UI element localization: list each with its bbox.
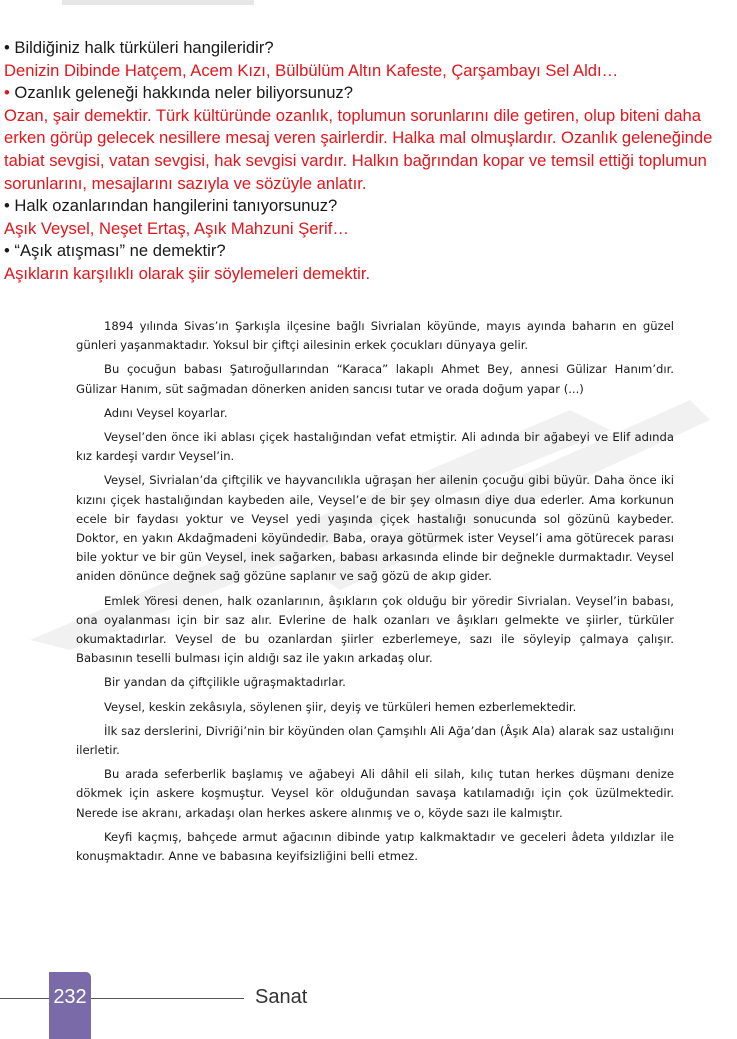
article-paragraph: Bir yandan da çiftçilikle uğraşmaktadırlar. <box>104 675 346 690</box>
question-4: • “Aşık atışması” ne demektir? <box>4 241 226 261</box>
bullet-icon: • <box>4 196 15 216</box>
question-3: • Halk ozanlarından hangilerini tanıyorsunuz? <box>4 196 338 216</box>
top-tab-decoration <box>62 0 254 5</box>
article-paragraph: Bu arada seferberlik başlamış ve ağabeyi Ali dâhil eli silah, kılıç tutan herkes düşmanı denize dökmek için askere koşmuştur. Veysel kör olduğundan savaşa katılamadığı için çok üzülmektedir. Nerede ise akranı, arkadaşı olan herkes askere alınmış ve o, köyde sazı ile kalmıştır. <box>76 767 674 820</box>
article-paragraph: Emlek Yöresi denen, halk ozanlarının, âşıkların çok olduğu bir yöredir Sivrialan. Veysel’in babası, ona oyalanması için bir saz alır. Evlerine de halk ozanları ve âşıkları gelmekte ve şiirler, türküler okumaktadırlar. Veysel de bu ozanlardan şiirler ezberlemeye, sazı ile söyleyip çalmaya çalışır. Babasının teselli bulması için aldığı saz ile yakın arkadaş olur. <box>76 593 674 666</box>
answer-2: Ozan, şair demektir. Türk kültüründe ozanlık, toplumun sorunlarını dile getiren, olup biteni daha erken görüp gelecek nesillere mesaj veren şairlerdir. Halka mal olmuşlardır. Ozanlık geleneğinde tabiat sevgisi, vatan sevgisi, hak sevgisi vardır. Halkın bağrından kopar ve temsil ettiği toplumun sorunlarını, mesajlarını sazıyla ve sözüyle anlatır. <box>4 105 713 193</box>
article-paragraph: Veysel’den önce iki ablası çiçek hastalığından vefat etmiştir. Ali adında bir ağabeyi ve Elif adında kız kardeşi vardır Veysel’in. <box>76 430 674 464</box>
article-paragraph: Bu çocuğun babası Şatıroğullarından “Karaca” lakaplı Ahmet Bey, annesi Gülizar Hanım’dır. Gülizar Hanım, süt sağmadan dönerken aniden sancısı tutar ve orada doğum yapar (...) <box>76 362 674 396</box>
article-paragraph: 1894 yılında Sivas’ın Şarkışla ilçesine bağlı Sivrialan köyünde, mayıs ayında baharın en güzel günleri yaşanmaktadır. Yoksul bir çiftçi ailesinin erkek çocukları dünyaya gelir. <box>76 319 674 353</box>
article-paragraph: Veysel, Sivrialan’da çiftçilik ve hayvancılıkla uğraşan her ailenin çocuğu gibi büyür. Daha önce iki kızını çiçek hastalığından kaybeden aile, Veysel’e de bir şey olmasın diye dua ederler. Ama korkunun ecele bir faydası yoktur ve Veysel yedi yaşında çiçek hastalığı sonucunda sol gözünü kaybeder. Doktor, en yakın Akdağmadeni köyündedir. Baba, oraya götürmek ister Veysel’i ama götürecek parası bile yoktur ve bir gün Veysel, inek sağarken, babası arkasında elinde bir değnekle durmaktadır. Veysel aniden dönünce değnek sağ gözüne saplanır ve sağ gözü de akıp gider. <box>76 473 674 584</box>
article-paragraph: Veysel, keskin zekâsıyla, söylenen şiir, deyiş ve türküleri hemen ezberlemektedir. <box>104 699 577 714</box>
page-number: 232 <box>53 986 87 1008</box>
bullet-icon: • <box>4 241 15 261</box>
question-1: • Bildiğiniz halk türküleri hangileridir? <box>4 38 274 57</box>
footer-divider <box>91 998 244 999</box>
question-2: • Ozanlık geleneği hakkında neler biliyorsunuz? <box>4 83 353 103</box>
footer-subject: Sanat <box>255 986 308 1008</box>
answer-1: Denizin Dibinde Hatçem, Acem Kızı, Bülbülüm Altın Kafeste, Çarşambayı Sel Aldı… <box>4 60 619 80</box>
article-paragraph: Keyfi kaçmış, bahçede armut ağacının dibinde yatıp kalkmaktadır ve geceleri âdeta yıldızlar ile konuşmaktadır. Anne ve babasına keyifsizliğini belli etmez. <box>76 829 674 864</box>
bullet-icon: • <box>4 83 15 103</box>
answer-4: Aşıkların karşılıklı olarak şiir söylemeleri demektir. <box>4 263 371 283</box>
article-paragraph: Adını Veysel koyarlar. <box>104 405 228 420</box>
question-answer-section <box>4 37 732 286</box>
article-paragraph: İlk saz derslerini, Divriği’nin bir köyünden olan Çamşıhlı Ali Ağa’dan (Âşık Ala) alarak saz ustalığını ilerletir. <box>76 723 674 758</box>
bullet-icon: • <box>4 38 15 57</box>
article-text <box>76 317 674 871</box>
answer-3: Aşık Veysel, Neşet Ertaş, Aşık Mahzuni Şerif… <box>4 218 349 238</box>
footer-divider <box>0 998 49 999</box>
